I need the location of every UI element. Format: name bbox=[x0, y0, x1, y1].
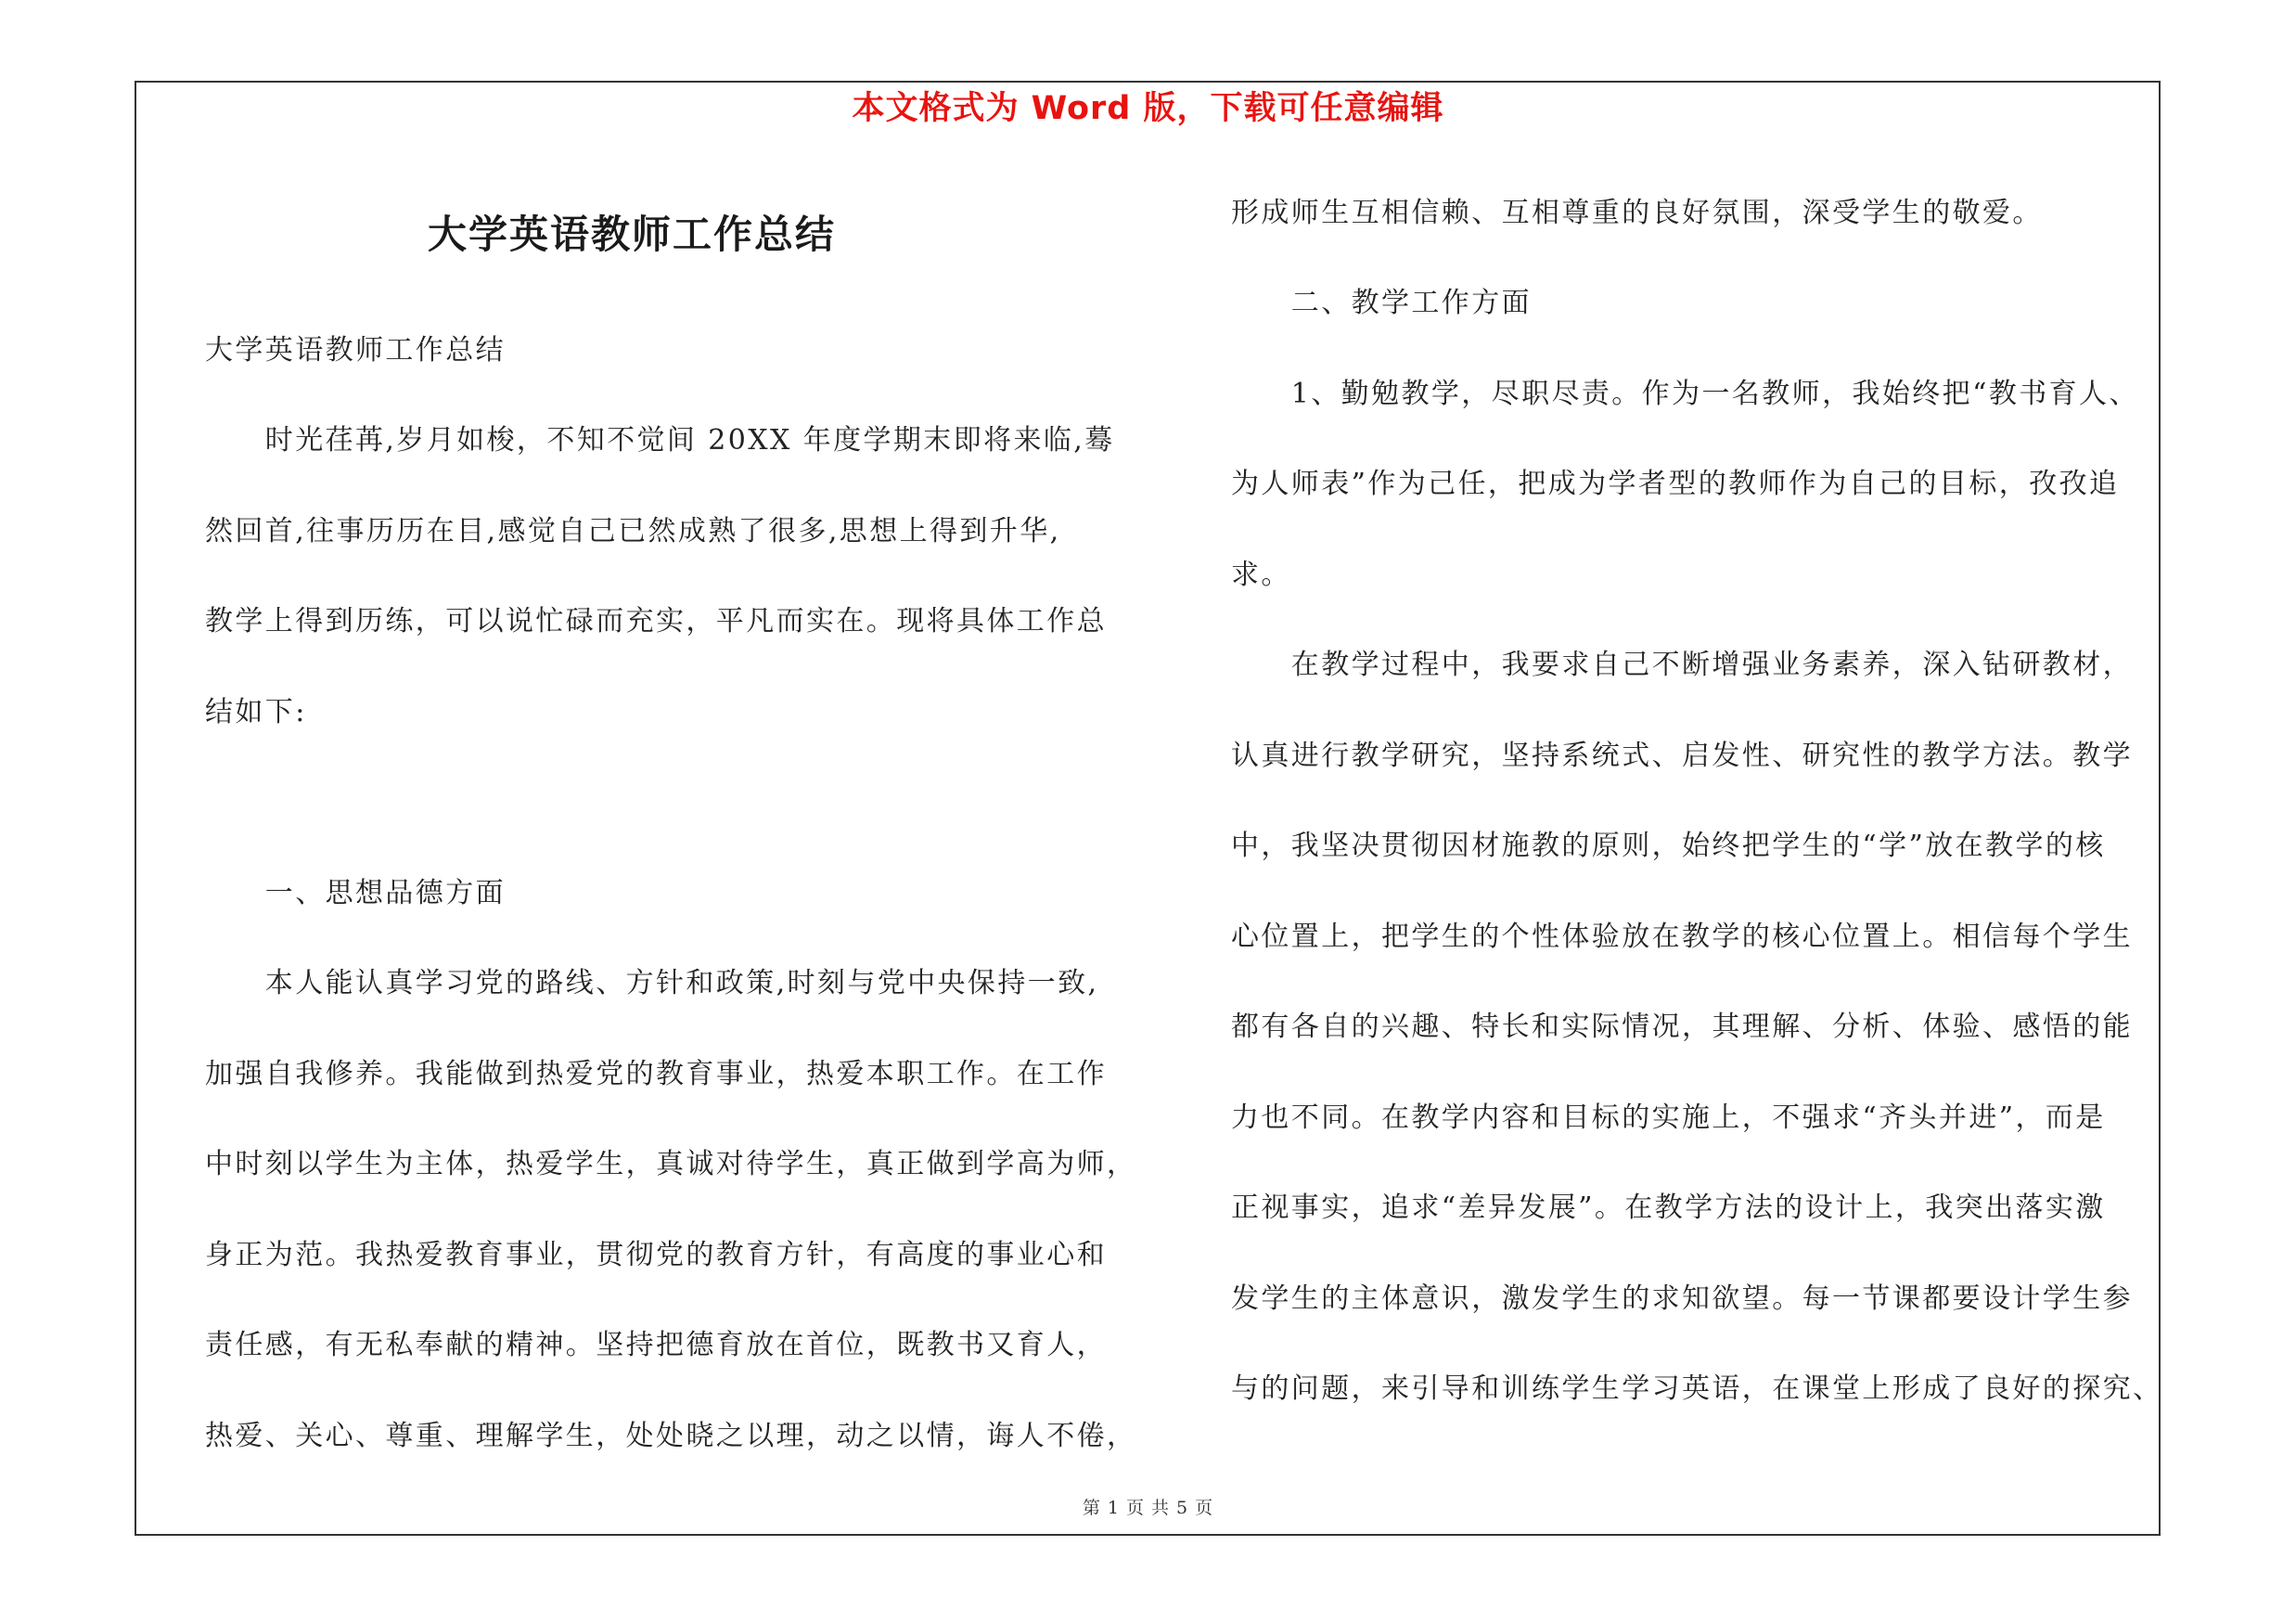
text-line: 中时刻以学生为主体，热爱学生，真诚对待学生，真正做到学高为师， bbox=[205, 1148, 1137, 1180]
text-line: 中，我坚决贯彻因材施教的原则，始终把学生的“学”放在教学的核 bbox=[1231, 830, 2106, 862]
text-line: 加强自我修养。我能做到热爱党的教育事业，热爱本职工作。在工作 bbox=[205, 1058, 1107, 1090]
text-line: 结如下: bbox=[205, 696, 307, 728]
word-format-banner: 本文格式为 Word 版，下载可任意编辑 bbox=[852, 90, 1444, 127]
text-line: 正视事实，追求“差异发展”。在教学方法的设计上，我突出落实激 bbox=[1231, 1191, 2106, 1224]
text-line: 然回首,往事历历在目,感觉自己已然成熟了很多,思想上得到升华, bbox=[205, 515, 1061, 547]
text-line: 大学英语教师工作总结 bbox=[205, 334, 506, 367]
text-line: 发学生的主体意识，激发学生的求知欲望。每一节课都要设计学生参 bbox=[1231, 1282, 2133, 1315]
text-line: 都有各自的兴趣、特长和实际情况，其理解、分析、体验、感悟的能 bbox=[1231, 1011, 2133, 1043]
text-line: 身正为范。我热爱教育事业，贯彻党的教育方针，有高度的事业心和 bbox=[205, 1239, 1107, 1271]
text-line: 力也不同。在教学内容和目标的实施上，不强求“齐头并进”，而是 bbox=[1231, 1101, 2106, 1134]
text-line: 与的问题，来引导和训练学生学习英语，在课堂上形成了良好的探究、 bbox=[1231, 1372, 2163, 1405]
text-line: 本人能认真学习党的路线、方针和政策,时刻与党中央保持一致, bbox=[205, 967, 1099, 999]
page-number-footer: 第 1 页 共 5 页 bbox=[1082, 1498, 1214, 1518]
text-line: 教学上得到历练，可以说忙碌而充实，平凡而实在。现将具体工作总 bbox=[205, 605, 1107, 638]
section-heading: 二、教学工作方面 bbox=[1231, 287, 1532, 319]
section-heading: 一、思想品德方面 bbox=[205, 877, 506, 909]
text-line: 认真进行教学研究，坚持系统式、启发性、研究性的教学方法。教学 bbox=[1231, 740, 2133, 772]
text-line: 1、勤勉教学，尽职尽责。作为一名教师，我始终把“教书育人、 bbox=[1231, 378, 2139, 410]
text-line: 在教学过程中，我要求自己不断增强业务素养，深入钻研教材， bbox=[1231, 649, 2133, 681]
text-line: 求。 bbox=[1231, 559, 1291, 591]
text-line: 形成师生互相信赖、互相尊重的良好氛围，深受学生的敬爱。 bbox=[1231, 197, 2043, 229]
text-line: 热爱、关心、尊重、理解学生，处处晓之以理，动之以情，诲人不倦， bbox=[205, 1420, 1137, 1452]
text-line: 为人师表”作为己任，把成为学者型的教师作为自己的目标，孜孜追 bbox=[1231, 468, 2120, 500]
text-line: 责任感，有无私奉献的精神。坚持把德育放在首位，既教书又育人， bbox=[205, 1329, 1107, 1361]
text-line: 心位置上，把学生的个性体验放在教学的核心位置上。相信每个学生 bbox=[1231, 921, 2133, 953]
document-title: 大学英语教师工作总结 bbox=[427, 212, 836, 257]
text-line: 时光荏苒,岁月如梭，不知不觉间 20XX 年度学期末即将来临,蓦 bbox=[205, 424, 1115, 457]
